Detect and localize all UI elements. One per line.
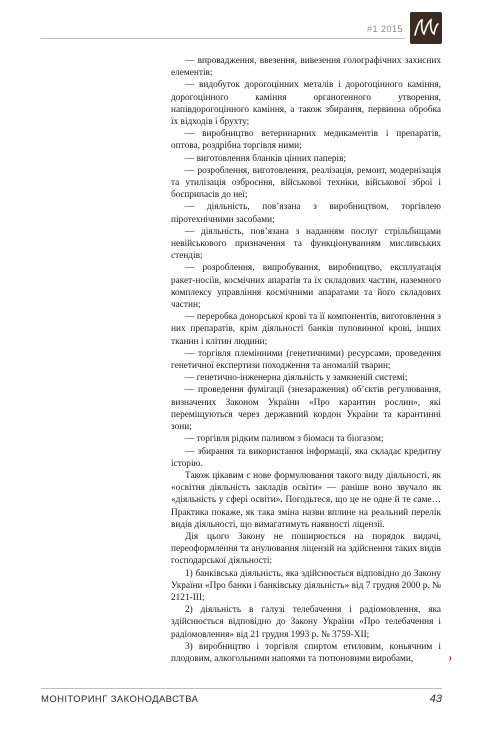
logo-mark-icon: [410, 12, 442, 44]
paragraph: — розроблення, виготовлення, реалізація, ремонт, модернізація та утилізація озброєння, військової техніки, військової зброї і боєприпасів до неї;: [171, 165, 441, 201]
paragraph: — збирання та використання інформації, яка складає кредитну історію.: [171, 446, 441, 469]
paragraph: — переробка донорської крові та її компонентів, виготовлення з них препаратів, крім діяльності банків пуповинної крові, інших тканин і клітин людини;: [171, 312, 441, 347]
article-body: [171, 55, 452, 665]
journal-logo: [410, 12, 442, 44]
header-rule: [41, 38, 405, 39]
paragraph: — впровадження, ввезення, вивезення голографічних захисних елементів;: [171, 56, 441, 79]
paragraph: — генетично-інженерна діяльність у замкненій системі;: [185, 373, 408, 384]
paragraph: — проведення фумігації (знезараження) об’єктів регулювання, визначених Законом України «Про карантин рослин», які переміщуються через державний кордон України та карантинні зони;: [171, 385, 441, 433]
paragraph: — діяльність, пов’язана з виробництвом, торгівлею піротехнічними засобами;: [171, 202, 441, 225]
last-paragraph-wrap: [171, 641, 452, 665]
issue-number: #1 2015: [366, 24, 403, 34]
paragraph: — торгівля племінними (генетичними) ресурсами, проведення генетичної експертизи походження та аномалій тварин;: [171, 348, 441, 372]
continue-arrow-icon: ›: [448, 652, 452, 664]
paragraph: 3) виробництво і торгівля спиртом етиловим, коньячним і плодовим, алкогольними напоями та тютюновими виробами,: [171, 641, 441, 664]
paragraph: — виготовлення бланків цінних паперів;: [185, 153, 347, 164]
page-number: 43: [429, 693, 442, 705]
paragraph: Дія цього Закону не поширюється на порядок видачі, переоформлення та анулювання ліцензій на здійснення таких видів господарської діяльності:: [171, 531, 441, 567]
footer-rule: [41, 688, 442, 689]
paragraph: — розроблення, випробування, виробництво, експлуатація ракет-носіїв, космічних апаратів та їх складових частин, наземного комплексу управління космічними апаратами та його складових частин;: [171, 263, 441, 311]
paragraph: — діяльність, пов’язана з наданням послуг стрільбищами невійськового призначення та функціонуванням мисливських стендів;: [171, 226, 441, 262]
section-title: МОНІТОРИНГ ЗАКОНОДАВСТВА: [41, 694, 199, 705]
paragraph: 2) діяльність в галузі телебачення і радіомовлення, яка здійснюється відповідно до Закону України «Про телебачення і радіомовлення» від 21 грудня 1993 р. № 3759-XII;: [171, 605, 441, 640]
paragraph: 1) банківська діяльність, яка здійснюється відповідно до Закону України «Про банки і банківську діяльність» від 7 грудня 2000 р. № 2121-III;: [171, 568, 441, 603]
paragraph: — виробництво ветеринарних медикаментів і препаратів, оптова, роздрібна торгівля ними;: [171, 129, 441, 152]
paragraph: — видобуток дорогоцінних металів і дорогоцінного каміння, дорогоцінного каміння органогенного утворення, напівдорогоцінного каміння, а також збирання, первинна обробка їх відходів і брухту;: [171, 80, 441, 128]
paragraph: Також цікавим є нове формулювання такого виду діяльності, як «освітня діяльність закладів освіти» — раніше воно звучало як «діяльність у сфері освіти». Погодьтеся, що це не одне й те саме… Практика покаже, як така зміна назви вплине на реальний перелік видів діяльності, що вимагатимуть наявності ліцензії.: [171, 470, 441, 530]
paragraph: — торгівля рідким паливом з біомаси та біогазом;: [185, 434, 384, 445]
